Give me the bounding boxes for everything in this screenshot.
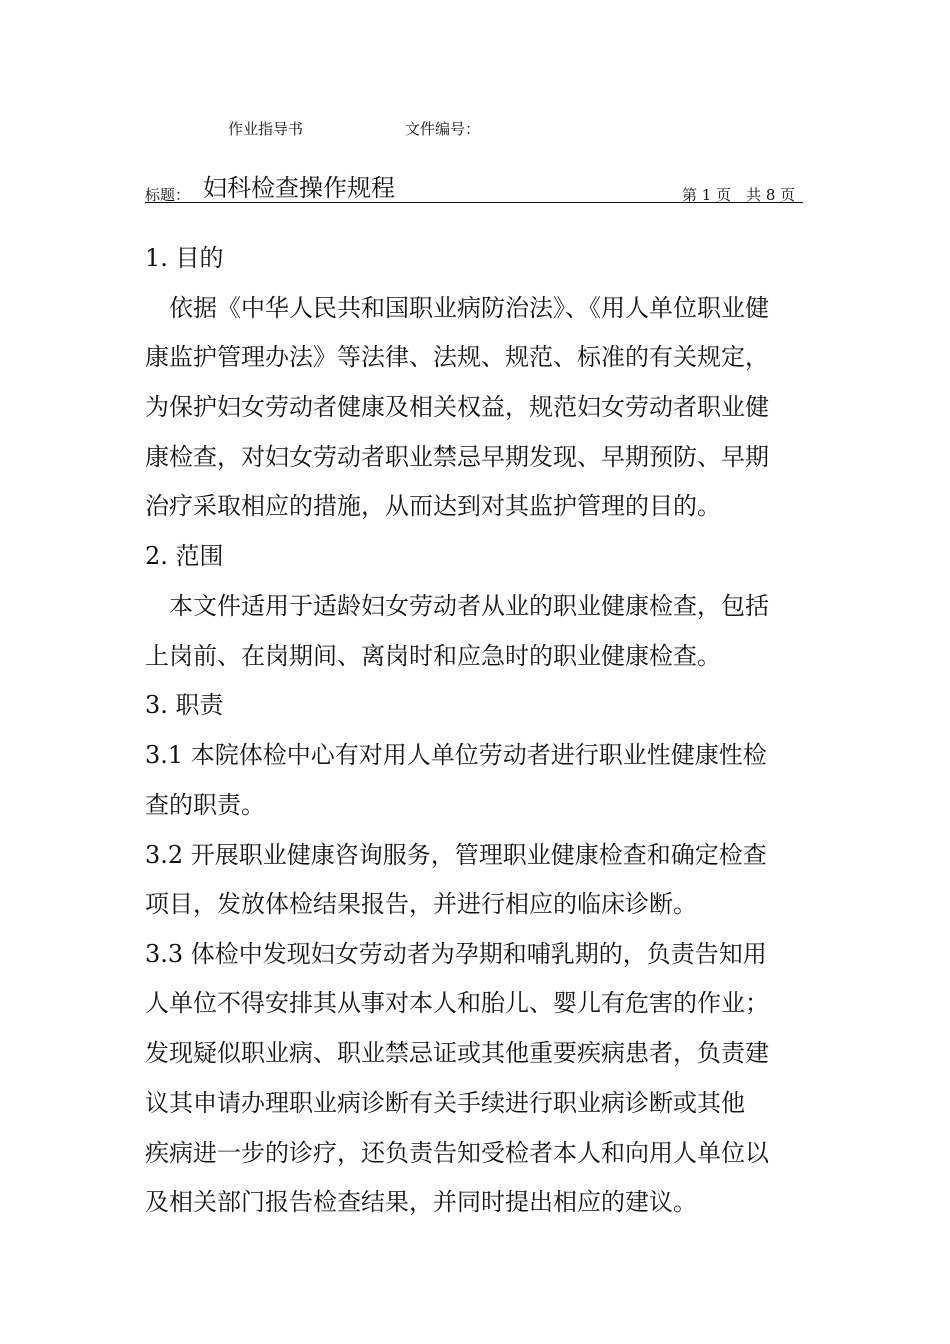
paragraph-line: 查的职责。: [145, 791, 265, 819]
paragraph-line: 康检查，对妇女劳动者职业禁忌早期发现、早期预防、早期: [145, 443, 769, 471]
paragraph-line: 人单位不得安排其从事对本人和胎儿、婴儿有危害的作业；: [145, 989, 769, 1017]
paragraph-line: 3.3 体检中发现妇女劳动者为孕期和哺乳期的，负责告知用: [145, 940, 767, 968]
document-number-label: 文件编号：: [405, 120, 481, 138]
paragraph-line: 本文件适用于适龄妇女劳动者从业的职业健康检查，包括: [169, 592, 769, 620]
document-type-label: 作业指导书: [228, 120, 304, 138]
page-info: 第 1 页 共 8 页: [682, 186, 796, 204]
paragraph-line: 3.1 本院体检中心有对用人单位劳动者进行职业性健康性检: [145, 741, 767, 769]
paragraph-line: 议其申请办理职业病诊断有关手续进行职业病诊断或其他: [145, 1089, 745, 1117]
paragraph-line: 及相关部门报告检查结果，并同时提出相应的建议。: [145, 1188, 697, 1216]
paragraph-line: 3.2 开展职业健康咨询服务，管理职业健康检查和确定检查: [145, 841, 767, 869]
section-heading-duties: 3. 职责: [145, 691, 224, 719]
title-label: 标题：: [145, 186, 191, 204]
document-title: 妇科检查操作规程: [203, 174, 395, 202]
paragraph-line: 发现疑似职业病、职业禁忌证或其他重要疾病患者，负责建: [145, 1039, 769, 1067]
section-heading-purpose: 1. 目的: [145, 244, 224, 272]
paragraph-line: 为保护妇女劳动者健康及相关权益，规范妇女劳动者职业健: [145, 393, 769, 421]
paragraph-line: 项目，发放体检结果报告，并进行相应的临床诊断。: [145, 890, 697, 918]
paragraph-line: 治疗采取相应的措施，从而达到对其监护管理的目的。: [145, 492, 721, 520]
section-heading-scope: 2. 范围: [145, 542, 224, 570]
header-rule: [145, 202, 803, 203]
paragraph-line: 康监护管理办法》等法律、法规、规范、标准的有关规定，: [145, 343, 769, 371]
paragraph-line: 疾病进一步的诊疗，还负责告知受检者本人和向用人单位以: [145, 1139, 769, 1167]
paragraph-line: 依据《中华人民共和国职业病防治法》、《用人单位职业健: [169, 294, 769, 322]
paragraph-line: 上岗前、在岗期间、离岗时和应急时的职业健康检查。: [145, 642, 721, 670]
